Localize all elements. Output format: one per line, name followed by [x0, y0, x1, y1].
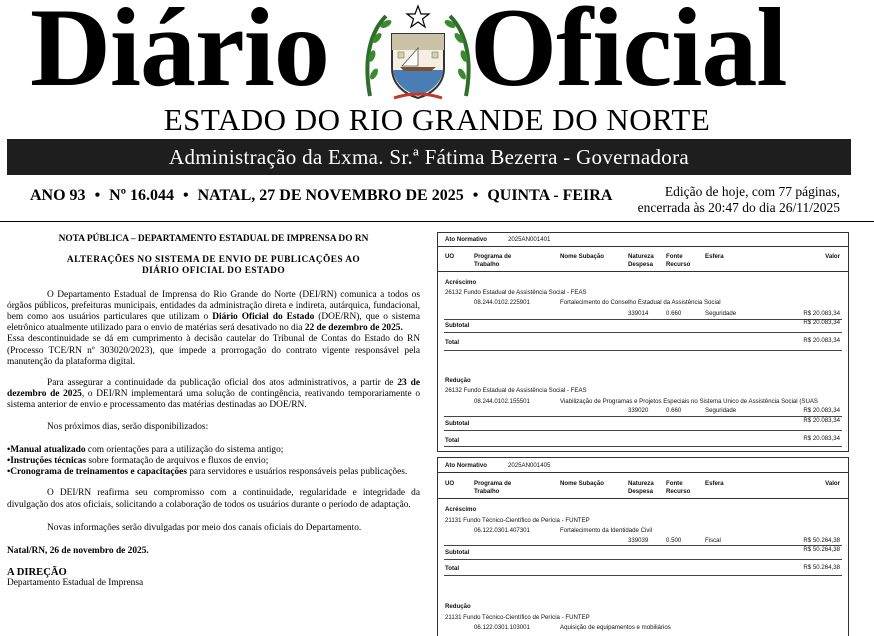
- col-header-program: Programa de Trabalho: [474, 480, 512, 495]
- section-label-reduction: Redução: [445, 377, 471, 384]
- text: Para assegurar a continuidade da publicação oficial dos atos administrativos, a partir de: [47, 378, 398, 389]
- notice-bullet: [7, 467, 420, 478]
- notice-title-line2: DIÁRIO OFICIAL DO ESTADO: [141, 266, 286, 277]
- notice-paragraph: [7, 378, 420, 412]
- col-header-nature: Natureza Despesa: [628, 253, 654, 268]
- program-code: 08.244.0102.155501: [474, 398, 530, 405]
- spacer: [7, 412, 420, 422]
- text-bold: •Manual atualizado: [7, 444, 86, 455]
- col-header-nature: Natureza Despesa: [628, 480, 654, 495]
- spacer: [7, 478, 420, 488]
- section-label-reduction: Redução: [445, 603, 471, 610]
- edition-closed: encerrada às 20:47 do dia 26/11/2025: [637, 200, 840, 215]
- unit-name: 26132 Fundo Estadual de Assistência Social - FEAS: [445, 289, 587, 296]
- edition-place-date: NATAL, 27 DE NOVEMBRO DE 2025: [197, 187, 464, 204]
- table-code: 2025AN001405: [508, 462, 551, 469]
- edition-summary: [638, 184, 840, 216]
- table-divider: [444, 416, 842, 417]
- text-bold: Diário Oficial do Estado: [212, 312, 315, 323]
- budget-table-2: [437, 457, 849, 636]
- spacer: [7, 433, 420, 445]
- notice-bullet: [7, 456, 420, 467]
- masthead-subtitle: ESTADO DO RIO GRANDE DO NORTE: [163, 102, 711, 137]
- notice-paragraph: [7, 290, 420, 335]
- program-code: 06.122.0301.407301: [474, 527, 530, 534]
- table-divider: [438, 472, 848, 473]
- spacer: [7, 278, 420, 290]
- unit-name: 26132 Fundo Estadual de Assistência Social - FEAS: [445, 387, 587, 394]
- subaction-name: Fortalecimento do Conselho Estadual da Assistência Social: [560, 299, 721, 306]
- sphere: Fiscal: [705, 537, 721, 544]
- col-header-subaction: Nome Subação: [560, 253, 605, 260]
- col-header-subaction: Nome Subação: [560, 480, 605, 487]
- nature-code: 339014: [628, 310, 649, 317]
- total-value: R$ 20.083,34: [803, 337, 840, 344]
- total-value: R$ 20.083,34: [803, 435, 840, 442]
- text-bold: •Cronograma de treinamentos e capacitações: [7, 467, 187, 478]
- table-divider: [444, 545, 842, 546]
- public-notice: [7, 234, 420, 590]
- header-rule: [0, 221, 874, 222]
- section-label-addition: Acréscimo: [445, 279, 477, 286]
- table-divider: [444, 430, 842, 431]
- total-label: Total: [445, 565, 460, 572]
- subaction-name: Viabilização de Programas e Projetos Especiais no Sistema Único de Assistência Social (SUAS: [560, 398, 818, 405]
- table-label: Ato Normativo: [445, 462, 487, 469]
- notice-paragraph: O DEI/RN reafirma seu compromisso com a continuidade, regularidade e integridade da divulgação dos atos oficiais, solicitando a colaboração de todos os usuários durante o período de adaptação.: [7, 488, 420, 510]
- text-bold: 22 de dezembro de 2025.: [304, 323, 403, 334]
- table-code: 2025AN001401: [508, 236, 551, 243]
- col-header-uo: UO: [445, 253, 455, 260]
- subaction-name: Fortalecimento da Identidade Civil: [560, 527, 653, 534]
- notice-signoff: A DIREÇÃO: [7, 567, 67, 579]
- notice-heading: NOTA PÚBLICA – DEPARTAMENTO ESTADUAL DE IMPRENSA DO RN: [58, 234, 369, 244]
- program-code: 06.122.0301.103001: [474, 624, 530, 631]
- edition-pages: Edição de hoje, com 77 páginas,: [664, 184, 840, 199]
- col-header-value: Valor: [825, 253, 840, 260]
- spacer: [7, 368, 420, 378]
- table-divider: [438, 246, 848, 247]
- separator: •: [472, 187, 479, 204]
- sphere: Seguridade: [705, 310, 737, 317]
- masthead-title-left: Diário: [30, 0, 329, 110]
- masthead-title-right: Oficial: [470, 0, 787, 110]
- source-code: 0.660: [666, 310, 682, 317]
- text-bold: •Instruções técnicas: [7, 456, 87, 467]
- notice-title-line1: ALTERAÇÕES NO SISTEMA DE ENVIO DE PUBLICAÇÕES AO: [66, 255, 361, 266]
- section-label-addition: Acréscimo: [445, 506, 477, 513]
- text: O Departamento Estadual de Imprensa do Rio Grande do Norte (DEI/RN) comunica a todos os órgãos públicos, prefeituras municipais, entidades da administração direta e indireta, autárquica, fundacional, bem como aos usuários particulares que utilizam o: [7, 289, 420, 323]
- table-divider: [444, 319, 842, 320]
- table-divider: [444, 559, 842, 560]
- separator: •: [94, 187, 101, 204]
- subtotal-label: Subtotal: [445, 549, 470, 556]
- col-header-sphere: Esfera: [705, 253, 724, 260]
- governor-bar: Administração da Exma. Sr.ª Fátima Bezerra - Governadora: [7, 139, 851, 175]
- subtotal-label: Subtotal: [445, 420, 470, 427]
- text: para servidores e usuários responsáveis pelas publicações.: [186, 467, 408, 478]
- state-coat-of-arms-icon: [364, 4, 472, 104]
- text-bold: 23 de dezembro de 2025: [7, 378, 421, 400]
- text: sobre formatação de arquivos e fluxos de envio;: [86, 456, 269, 467]
- masthead: [0, 0, 874, 110]
- table-divider: [444, 332, 842, 333]
- value: R$ 50.264,38: [803, 537, 840, 544]
- edition-year: ANO 93: [30, 187, 86, 204]
- separator: •: [183, 187, 189, 204]
- col-header-source: Fonte Recurso: [666, 480, 691, 495]
- subtotal-value: R$ 50.264,38: [803, 546, 840, 553]
- program-code: 08.244.0102.225901: [474, 299, 530, 306]
- notice-bullet: [7, 445, 420, 456]
- table-divider: [438, 271, 848, 272]
- notice-paragraph: Novas informações serão divulgadas por meio dos canais oficiais do Departamento.: [47, 522, 362, 533]
- text: (DOE/RN), que o sistema eletrônico atualmente utilizado para o envio de matérias será desativado no dia: [7, 312, 421, 334]
- table-divider: [438, 498, 848, 499]
- edition-number: Nº 16.044: [109, 187, 175, 204]
- subtotal-value: R$ 20.083,34: [803, 319, 840, 326]
- text: , o DEI/RN implementará uma solução de contingência, reativando temporariamente o sistema anterior de envio e processamento das matérias destinadas ao DOE/RN.: [7, 389, 421, 411]
- total-value: R$ 50.264,38: [803, 564, 840, 571]
- nature-code: 339039: [628, 537, 649, 544]
- sphere: Seguridade: [705, 407, 737, 414]
- col-header-program: Programa de Trabalho: [474, 253, 512, 268]
- col-header-value: Valor: [825, 480, 840, 487]
- value: R$ 20.083,34: [803, 310, 840, 317]
- table-label: Ato Normativo: [445, 236, 487, 243]
- nature-code: 339020: [628, 407, 649, 414]
- table-divider: [444, 446, 842, 447]
- source-code: 0.500: [666, 537, 682, 544]
- spacer: [7, 557, 420, 567]
- notice-signoff-org: Departamento Estadual de Imprensa: [7, 578, 144, 589]
- table-divider: [444, 350, 842, 351]
- spacer: [7, 511, 420, 523]
- notice-paragraph: Essa descontinuidade se dá em cumprimento à decisão cautelar do Tribunal de Contas do Estado do RN (Processo TCE/RN nº 303020/2023), que impede a prorrogação do contrato vigente responsável pela manutenção da plataforma digital.: [7, 334, 420, 367]
- col-header-uo: UO: [445, 480, 455, 487]
- subaction-name: Aquisição de equipamentos e mobiliários: [560, 624, 671, 631]
- subtotal-value: R$ 20.083,34: [803, 417, 840, 424]
- spacer: [7, 534, 420, 546]
- unit-name: 21131 Fundo Técnico-Científico de Perícia - FUNTEP: [445, 614, 590, 621]
- source-code: 0.660: [666, 407, 682, 414]
- notice-date: [7, 546, 420, 557]
- budget-table-1: [437, 232, 849, 452]
- total-label: Total: [445, 339, 460, 346]
- subtotal-label: Subtotal: [445, 322, 470, 329]
- total-label: Total: [445, 437, 460, 444]
- edition-weekday: QUINTA - FEIRA: [487, 187, 613, 204]
- col-header-source: Fonte Recurso: [666, 253, 691, 268]
- text: com orientações para a utilização do sistema antigo;: [85, 444, 284, 455]
- value: R$ 20.083,34: [803, 407, 840, 414]
- edition-info-bar: [30, 185, 612, 207]
- notice-paragraph: Nos próximos dias, serão disponibilizados:: [47, 421, 209, 432]
- text-bold: Natal/RN, 26 de novembro de 2025.: [7, 546, 149, 557]
- table-divider: [444, 575, 842, 576]
- unit-name: 21131 Fundo Técnico-Científico de Perícia - FUNTEP: [445, 517, 590, 524]
- col-header-sphere: Esfera: [705, 480, 724, 487]
